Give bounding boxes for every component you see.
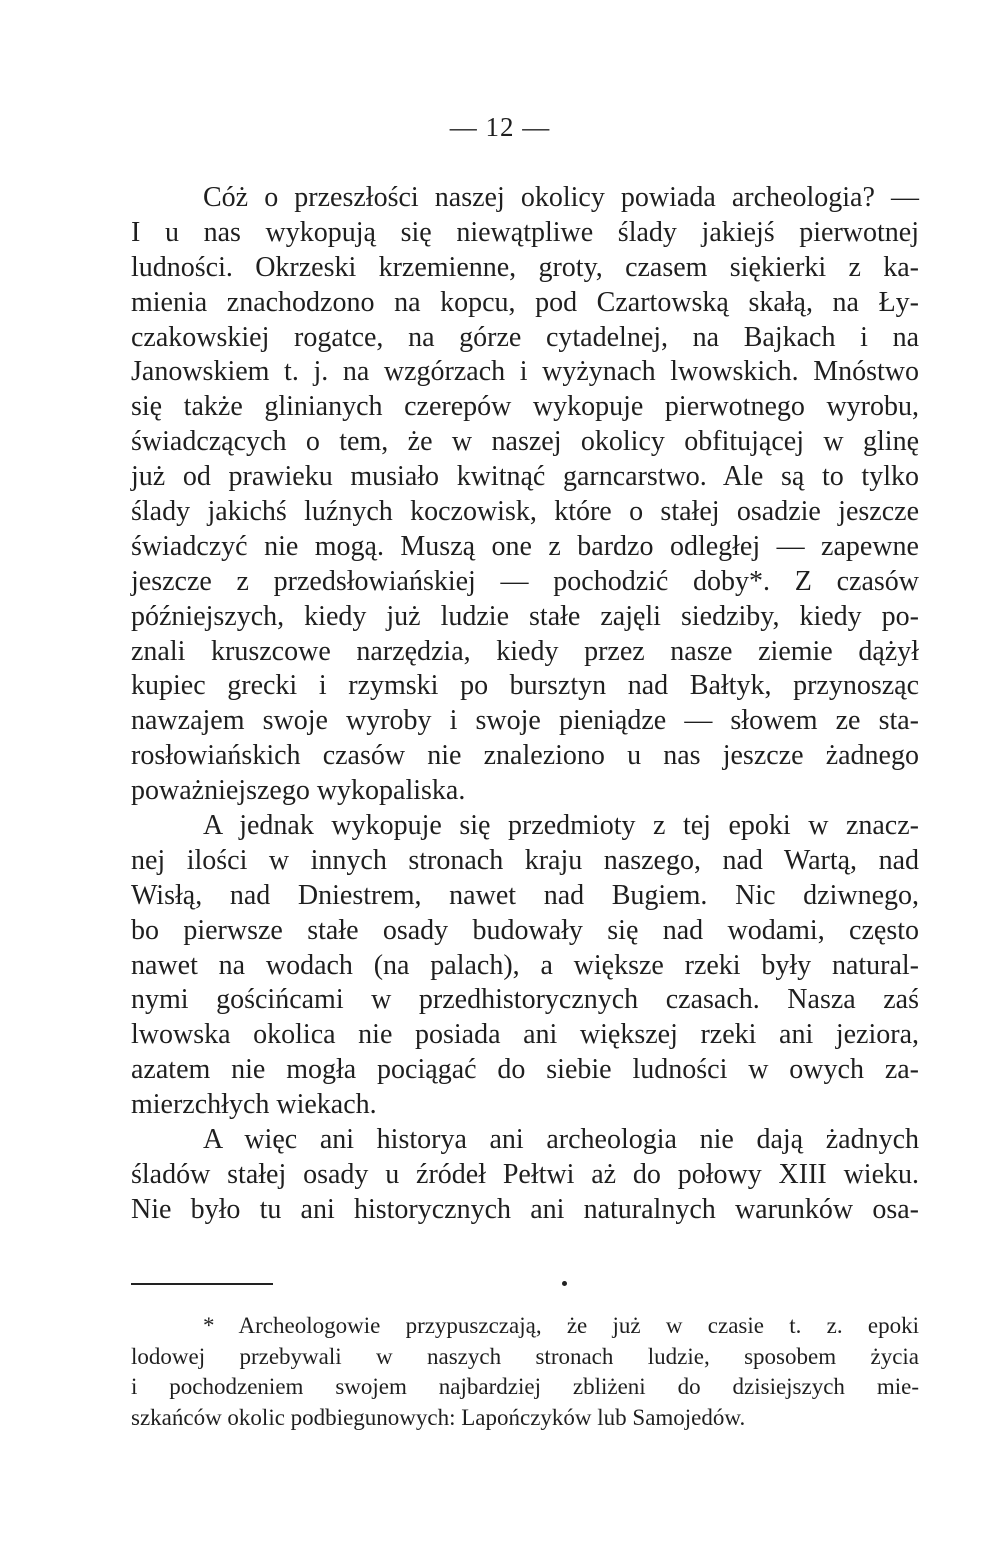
text-line: jeszcze z przedsłowiańskiej — pochodzić doby*. Z czasów <box>131 565 919 597</box>
page-number: — 12 — <box>449 112 551 142</box>
text-line: się także glinianych czerepów wykopuje pierwotnego wyrobu, <box>131 391 919 423</box>
text-line: ślady jakichś luźnych koczowisk, które o stałej osadzie jeszcze <box>131 496 919 528</box>
text-line: nymi gościńcami w przedhistorycznych czasach. Nasza zaś <box>131 984 919 1016</box>
text-line: Wisłą, nad Dniestrem, nawet nad Bugiem. Nic dziwnego, <box>131 879 919 911</box>
text-line: Janowskiem t. j. na wzgórzach i wyżynach lwowskich. Mnóstwo <box>131 356 919 388</box>
text-line: nawet na wodach (na palach), a większe rzeki były natural- <box>131 949 919 981</box>
text-line: późniejszych, kiedy już ludzie stałe zajęli siedziby, kiedy po- <box>131 600 919 632</box>
text-line: azatem nie mogła pociągać do siebie ludności w owych za- <box>131 1054 919 1086</box>
text-line: A więc ani historya ani archeologia nie dają żadnych <box>203 1124 919 1156</box>
text-line: już od prawieku musiało kwitnąć garncarstwo. Ale są to tylko <box>131 461 919 493</box>
text-line: Nie było tu ani historycznych ani naturalnych warunków osa- <box>131 1193 919 1225</box>
text-line: mienia znachodzono na kopcu, pod Czartowską skałą, na Ły- <box>131 286 919 318</box>
text-line: czakowskiej rogatce, na górze cytadelnej, na Bajkach i na <box>131 321 919 353</box>
footnote-line: lodowej przebywali w naszych stronach ludzie, sposobem życia <box>131 1343 919 1369</box>
main-text <box>131 181 919 1228</box>
text-line: poważniejszego wykopaliska. <box>131 775 466 807</box>
text-line: nej ilości w innych stronach kraju naszego, nad Wartą, nad <box>131 844 919 876</box>
text-line: rosłowiańskich czasów nie znaleziono u nas jeszcze żadnego <box>131 740 919 772</box>
text-line: znali kruszcowe narzędzia, kiedy przez nasze ziemie dążył <box>131 635 919 667</box>
text-line: kupiec grecki i rzymski po bursztyn nad Bałtyk, przynosząc <box>131 670 919 702</box>
text-line: nawzajem swoje wyroby i swoje pieniądze — słowem ze sta- <box>131 705 919 737</box>
footnote <box>131 1311 919 1433</box>
text-line: świadczących o tem, że w naszej okolicy obfitującej w glinę <box>131 426 919 458</box>
text-line: I u nas wykopują się niewątpliwe ślady jakiejś pierwotnej <box>131 216 919 248</box>
footnote-divider <box>131 1283 273 1285</box>
ink-dot <box>562 1281 567 1286</box>
text-line: A jednak wykopuje się przedmioty z tej epoki w znacz- <box>203 810 919 842</box>
text-line: mierzchłych wiekach. <box>131 1089 377 1121</box>
footnote-line: szkańców okolic podbiegunowych: Lapończyków lub Samojedów. <box>131 1404 746 1430</box>
text-line: ludności. Okrzeski krzemienne, groty, czasem siękierki z ka- <box>131 251 919 283</box>
text-line: bo pierwsze stałe osady budowały się nad wodami, często <box>131 914 919 946</box>
text-line: śladów stałej osady u źródeł Pełtwi aż do połowy XIII wieku. <box>131 1158 919 1190</box>
footnote-line: * Archeologowie przypuszczają, że już w czasie t. z. epoki <box>203 1313 919 1338</box>
text-line: Cóż o przeszłości naszej okolicy powiada archeologia? — <box>203 182 919 213</box>
text-line: lwowska okolica nie posiada ani większej rzeki ani jeziora, <box>131 1019 919 1051</box>
footnote-line: i pochodzeniem swojem najbardziej zbliżeni do dzisiejszych mie- <box>131 1374 919 1400</box>
text-line: świadczyć nie mogą. Muszą one z bardzo odległej — zapewne <box>131 530 919 562</box>
